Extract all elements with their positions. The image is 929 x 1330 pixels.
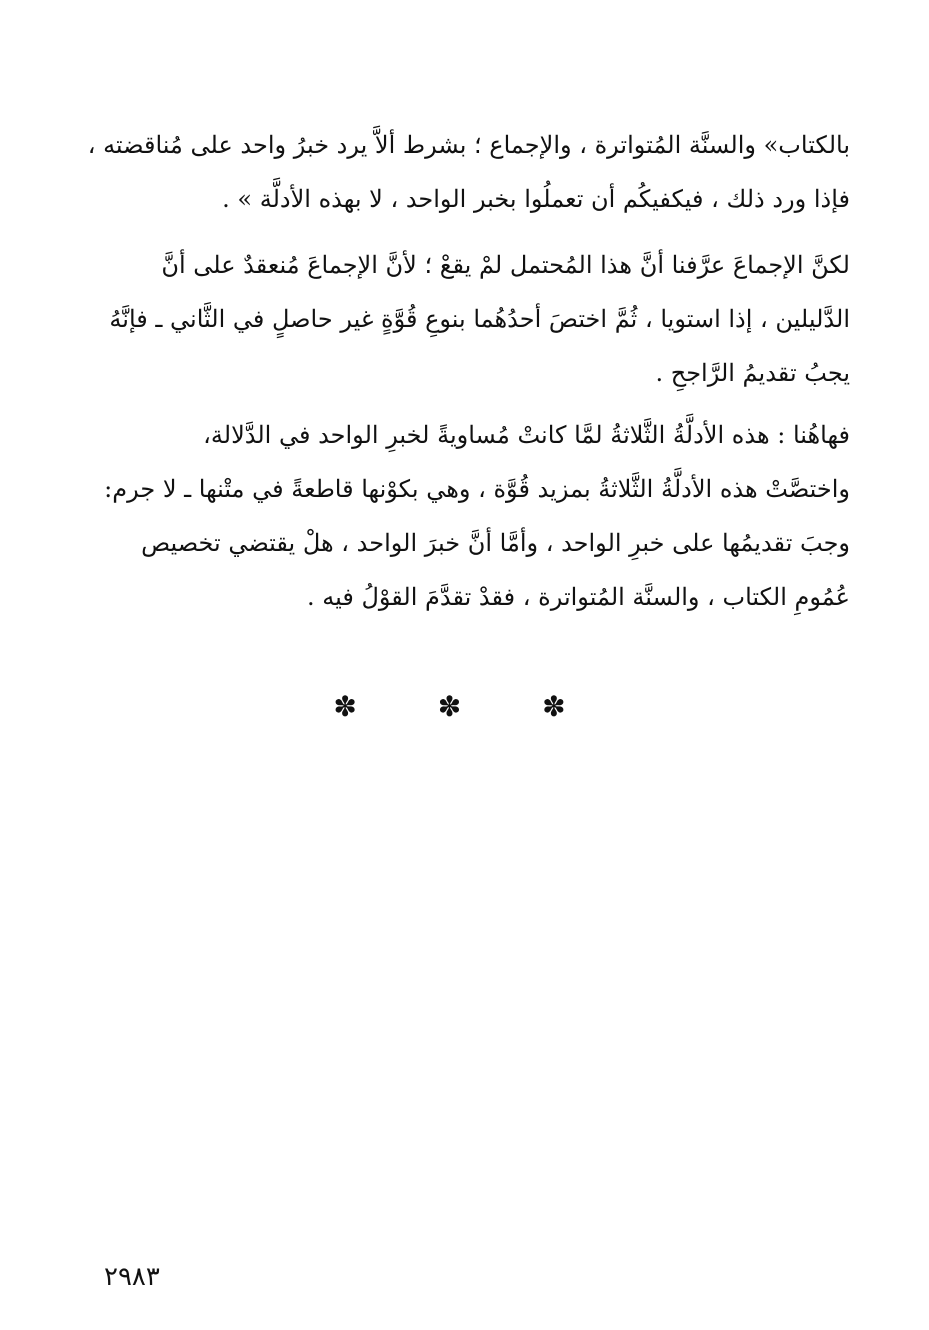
text-line: لكنَّ الإجماعَ عرَّفنا أنَّ هذا المُحتمل لمْ يقعْ ؛ لأنَّ الإجماعَ مُنعقدٌ على أنَّ (161, 251, 850, 279)
text-line: يجبُ تقديمُ الرَّاجحِ . (655, 359, 850, 387)
asterism-icon: ✽ (437, 690, 492, 723)
paragraph-3 (78, 408, 850, 624)
paragraph-2 (78, 238, 850, 400)
paragraph-1 (78, 118, 850, 226)
text-line: بالكتاب» والسنَّة المُتواترة ، والإجماع ؛ بشرط ألاَّ يرد خبرُ واحد على مُناقضته ، (87, 131, 850, 159)
text-line: الدَّليلين ، إذا استويا ، ثُمَّ اختصَ أحدُهُما بنوعِ قُوَّةٍ غير حاصلٍ في الثَّاني ـ فإنَّهُ (109, 305, 850, 333)
asterism-icon: ✽ (333, 690, 387, 723)
text-line: وجبَ تقديمُها على خبرِ الواحد ، وأمَّا أنَّ خبرَ الواحد ، هلْ يقتضي تخصيص (141, 529, 850, 557)
text-line: فإذا ورد ذلك ، فيكفيكُم أن تعملُوا بخبر الواحد ، لا بهذه الأدلَّة » . (222, 185, 850, 213)
text-line: فهاهُنا : هذه الأدلَّةُ الثَّلاثةُ لمَّا كانتْ مُساويةً لخبرِ الواحد في الدَّلالة، (203, 421, 850, 449)
page-number: ٢٩٨٣ (104, 1262, 160, 1292)
asterism-icon: ✽ (542, 690, 596, 723)
text-line: واختصَّتْ هذه الأدلَّةُ الثَّلاثةُ بمزيد قُوَّة ، وهي بكوْنها قاطعةً في متْنها ـ لا جرم: (104, 475, 850, 503)
text-line: عُمُومِ الكتاب ، والسنَّة المُتواترة ، فقدْ تقدَّمَ القوْلُ فيه . (306, 583, 850, 611)
section-divider-ornament (0, 690, 929, 723)
